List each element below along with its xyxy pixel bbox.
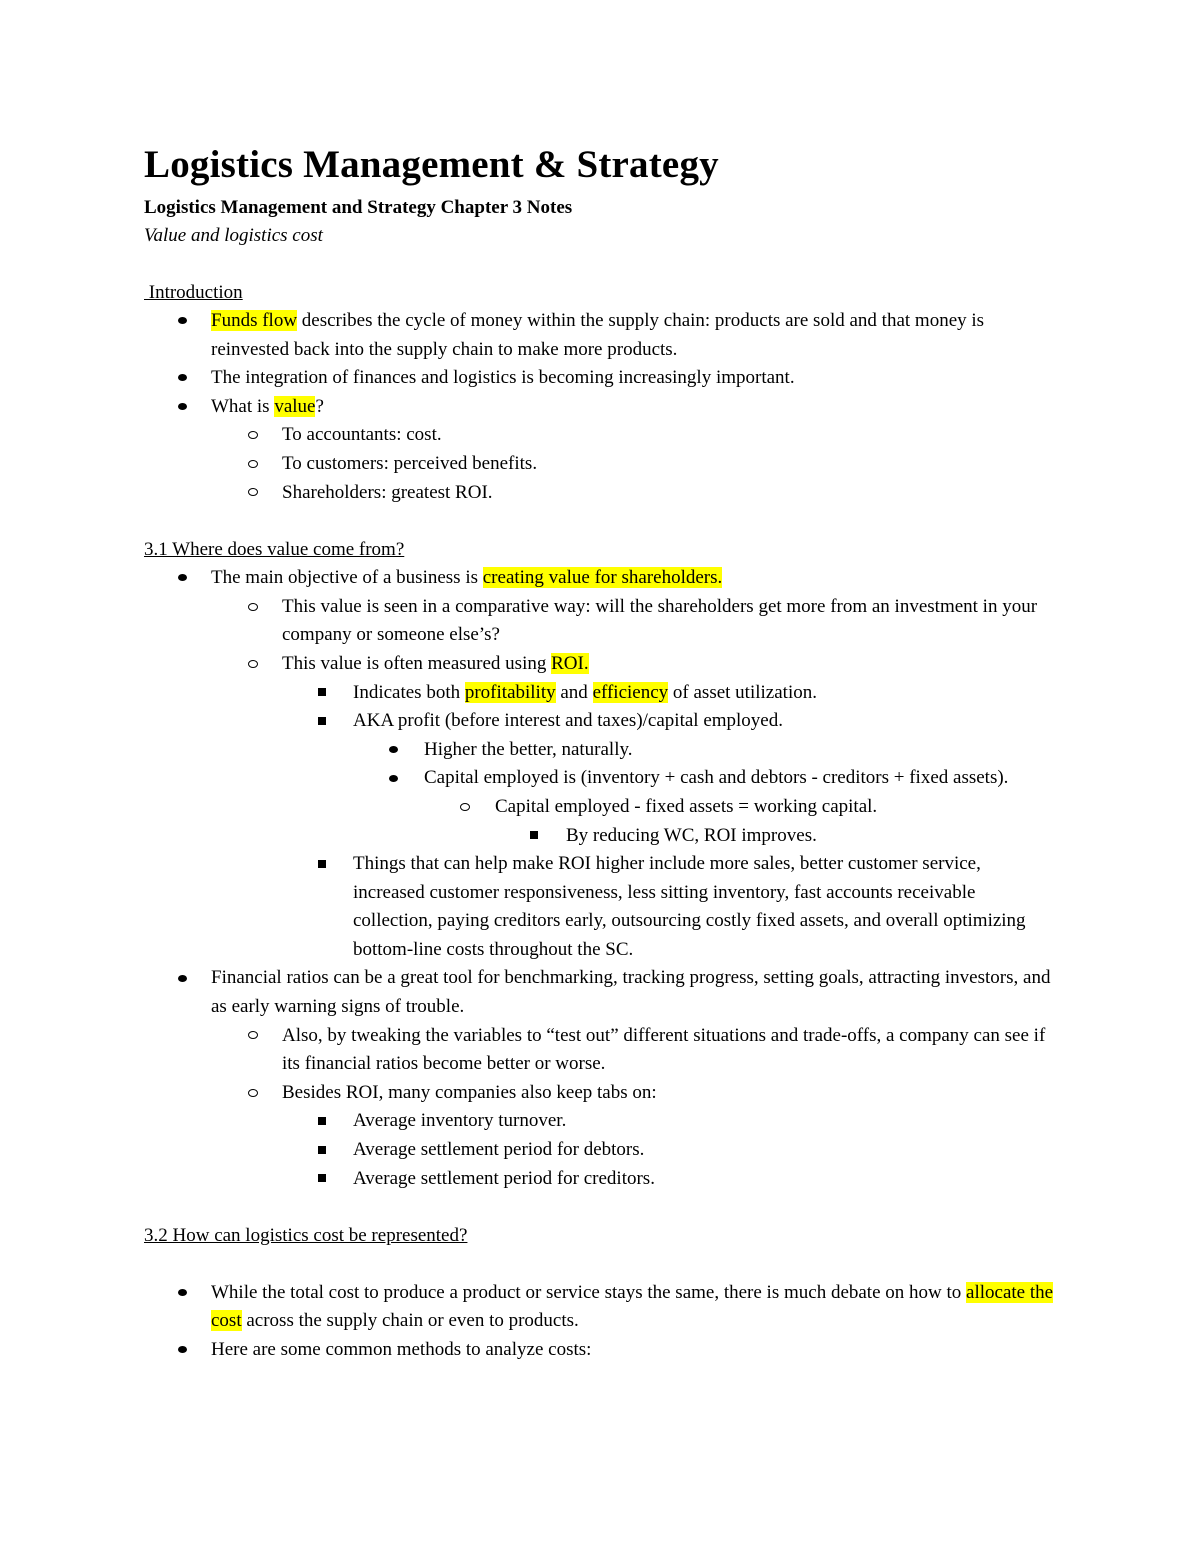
bullet-ring-icon xyxy=(248,593,258,622)
highlighted-text: allocate the cost xyxy=(211,1281,1054,1332)
intro-list xyxy=(144,307,1056,507)
list-item-text: Financial ratios can be a great tool for benchmarking, tracking progress, setting goals, attracting investors, and as early warning signs of trouble. xyxy=(211,967,1051,1018)
list-item-text: AKA profit (before interest and taxes)/capital employed. xyxy=(353,710,783,732)
highlighted-text: efficiency xyxy=(592,681,669,703)
highlighted-text: profitability xyxy=(464,681,556,703)
list-item-text: describes the cycle of money within the supply chain: products are sold and that money is reinvested back into the supply chain to make more products. xyxy=(211,310,985,360)
list-item-text: Capital employed is (inventory + cash and debtors - creditors + fixed assets). xyxy=(424,767,1009,789)
list-item-text: Average settlement period for debtors. xyxy=(353,1139,645,1161)
list-item xyxy=(144,1022,1056,1079)
bullet-square-icon xyxy=(318,1136,326,1165)
spacer xyxy=(144,507,1056,536)
list-item xyxy=(144,479,1056,508)
spacer xyxy=(144,1193,1056,1222)
list-item-text: To accountants: cost. xyxy=(282,424,442,446)
bullet-ring-icon xyxy=(460,793,470,822)
bullet-dot-icon xyxy=(389,736,398,765)
list-item-text: The integration of finances and logistics is becoming increasingly important. xyxy=(211,367,795,389)
bullet-ring-icon xyxy=(248,421,258,450)
highlighted-text: creating value for shareholders. xyxy=(482,567,723,589)
bullet-dot-icon xyxy=(178,964,187,993)
list-item xyxy=(144,307,1056,364)
list-item xyxy=(144,364,1056,393)
section-3-2-list xyxy=(144,1279,1056,1365)
list-item-text: Things that can help make ROI higher include more sales, better customer service, increased customer responsiveness, less sitting inventory, fast accounts receivable collection, paying creditors early, outsourcing costly fixed assets, and overall optimizing bottom-line costs throughout the SC. xyxy=(353,853,1026,960)
spacer xyxy=(144,1250,1056,1279)
section-3-1-list xyxy=(144,564,1056,1193)
list-item xyxy=(144,393,1056,422)
list-item-text: Also, by tweaking the variables to “test out” different situations and trade-offs, a company can see if its financial ratios become better or worse. xyxy=(282,1024,1046,1075)
bullet-dot-icon xyxy=(178,1279,187,1308)
highlighted-text: ROI. xyxy=(551,652,589,674)
list-item xyxy=(144,1336,1056,1365)
bullet-ring-icon xyxy=(248,650,258,679)
section-heading-3-1: 3.1 Where does value come from? xyxy=(144,538,405,560)
bullet-dot-icon xyxy=(178,364,187,393)
bullet-square-icon xyxy=(318,1107,326,1136)
list-item-text: What is xyxy=(211,395,275,417)
list-item-text: ? xyxy=(315,395,324,417)
bullet-ring-icon xyxy=(248,450,258,479)
list-item xyxy=(144,707,1056,736)
list-item xyxy=(144,793,1056,822)
list-item xyxy=(144,1107,1056,1136)
section-heading-3-2: 3.2 How can logistics cost be represented? xyxy=(144,1224,468,1246)
bullet-square-icon xyxy=(530,822,538,851)
bullet-ring-icon xyxy=(248,1079,258,1108)
bullet-dot-icon xyxy=(389,764,398,793)
list-item xyxy=(144,822,1056,851)
bullet-dot-icon xyxy=(178,393,187,422)
bullet-square-icon xyxy=(318,707,326,736)
list-item xyxy=(144,850,1056,964)
bullet-square-icon xyxy=(318,1165,326,1194)
list-item xyxy=(144,421,1056,450)
list-item xyxy=(144,593,1056,650)
list-item xyxy=(144,1136,1056,1165)
list-item-text: Besides ROI, many companies also keep tabs on: xyxy=(282,1081,657,1103)
list-item-text: Shareholders: greatest ROI. xyxy=(282,481,493,503)
document-subtitle: Logistics Management and Strategy Chapter 3 Notes xyxy=(144,197,573,218)
highlighted-text: value xyxy=(274,395,316,417)
list-item xyxy=(144,964,1056,1021)
list-item-text: By reducing WC, ROI improves. xyxy=(566,824,817,846)
list-item xyxy=(144,1079,1056,1108)
section-heading-introduction: Introduction xyxy=(144,281,243,303)
bullet-ring-icon xyxy=(248,479,258,508)
list-item-text: This value is often measured using xyxy=(282,652,552,674)
bullet-dot-icon xyxy=(178,307,187,336)
document-subsubtitle: Value and logistics cost xyxy=(144,225,323,246)
list-item-text: The main objective of a business is xyxy=(211,567,483,589)
bullet-dot-icon xyxy=(178,1336,187,1365)
list-item-text: Average inventory turnover. xyxy=(353,1110,567,1132)
list-item xyxy=(144,1165,1056,1194)
list-item-text: This value is seen in a comparative way: will the shareholders get more from an investment in your company or someone else’s? xyxy=(282,595,1038,646)
list-item-text: While the total cost to produce a product or service stays the same, there is much debate on how to xyxy=(211,1281,967,1303)
list-item xyxy=(144,1279,1056,1336)
list-item xyxy=(144,450,1056,479)
list-item xyxy=(144,736,1056,765)
list-item xyxy=(144,679,1056,708)
bullet-square-icon xyxy=(318,850,326,879)
list-item-text: To customers: perceived benefits. xyxy=(282,452,538,474)
spacer xyxy=(144,250,1056,279)
bullet-square-icon xyxy=(318,679,326,708)
list-item-text: Higher the better, naturally. xyxy=(424,738,633,760)
bullet-ring-icon xyxy=(248,1022,258,1051)
list-item-text: Here are some common methods to analyze costs: xyxy=(211,1338,592,1360)
list-item-text: across the supply chain or even to products. xyxy=(241,1310,579,1332)
list-item-text: and xyxy=(555,681,593,703)
bullet-dot-icon xyxy=(178,564,187,593)
document-title: Logistics Management & Strategy xyxy=(144,143,719,186)
list-item-text: Indicates both xyxy=(353,681,465,703)
highlighted-text: Funds flow xyxy=(211,310,298,331)
list-item-text: Average settlement period for creditors. xyxy=(353,1167,655,1189)
list-item-text: Capital employed - fixed assets = working capital. xyxy=(495,795,878,817)
list-item xyxy=(144,564,1056,593)
list-item-text: of asset utilization. xyxy=(668,681,817,703)
list-item xyxy=(144,764,1056,793)
list-item xyxy=(144,650,1056,679)
